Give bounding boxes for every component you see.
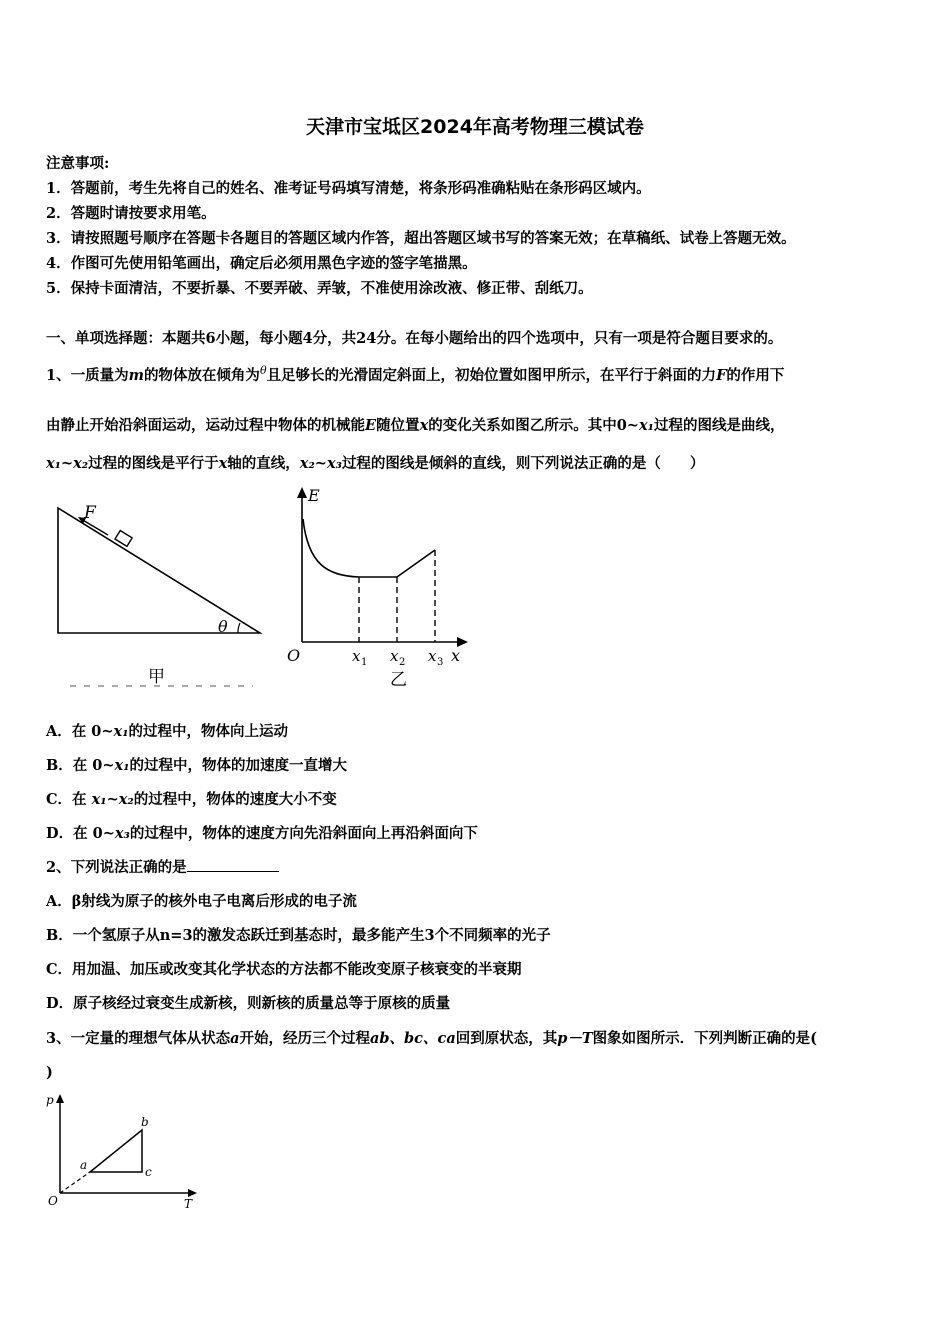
t-axis-arrow	[188, 1189, 197, 1197]
q2-option-c: C．用加温、加压或改变其化学状态的方法都不能改变原子核衰变的半衰期	[46, 961, 522, 978]
label-T: T	[184, 1197, 193, 1211]
caption-jia: 甲	[148, 667, 165, 687]
e-axis-arrow	[297, 487, 307, 498]
var-x: x	[419, 417, 429, 434]
label-x2-sub: 2	[399, 657, 406, 668]
dashed-origin-line	[60, 1172, 90, 1193]
label-b: b	[141, 1115, 149, 1129]
q1-stem-line2: 由静止开始沿斜面运动，运动过程中物体的机械能E随位置x的变化关系如图乙所示。其中0~x₁过程的图线是曲线，	[46, 417, 785, 434]
q3-stem-line1: 3、一定量的理想气体从状态a开始，经历三个过程ab、bc、ca回到原状态，其p－T图象如图所示．下列判断正确的是(	[46, 1030, 818, 1047]
q2-option-a: A．β射线为原子的核外电子电离后形成的电子流	[46, 893, 357, 910]
q1-option-c: C．在 x₁~x₂的过程中，物体的速度大小不变	[46, 791, 337, 808]
label-p: p	[46, 1093, 54, 1107]
page-title: 天津市宝坻区2024年高考物理三模试卷	[306, 116, 644, 138]
label-F: F	[84, 503, 96, 523]
notice-item-3: 3．请按照题号顺序在答题卡各题目的答题区域内作答，超出答题区域书写的答案无效；在草稿纸、试卷上答题无效。	[46, 230, 796, 247]
cycle-abc	[90, 1130, 142, 1172]
q1-option-d: D．在 0~x₃的过程中，物体的速度方向先沿斜面向上再沿斜面向下	[46, 825, 478, 842]
q3-stem-line2: )	[46, 1064, 53, 1081]
label-x2: x	[390, 647, 399, 665]
answer-blank	[187, 857, 279, 872]
label-E: E	[308, 486, 320, 505]
label-theta: θ	[218, 617, 228, 636]
notice-item-4: 4．作图可先使用铅笔画出，确定后必须用黑色字迹的签字笔描黑。	[46, 255, 477, 272]
incline-triangle	[58, 508, 260, 633]
notice-item-5: 5．保持卡面清洁，不要折暴、不要弄破、弄皱，不准使用涂改液、修正带、刮纸刀。	[46, 280, 593, 297]
energy-curve	[303, 519, 435, 577]
var-E: E	[365, 417, 377, 434]
figure-pt-graph	[40, 1090, 205, 1215]
label-x1-sub: 1	[361, 657, 368, 668]
label-x3: x	[428, 647, 437, 665]
var-m: m	[128, 367, 144, 384]
notice-heading: 注意事项:	[46, 155, 110, 172]
var-F: F	[716, 367, 727, 384]
q1-option-b: B．在 0~x₁的过程中，物体的加速度一直增大	[46, 757, 348, 774]
figure-yi-graph	[282, 484, 482, 694]
label-a: a	[80, 1158, 88, 1172]
q1-stem-line1: 1、一质量为m的物体放在倾角为$^\theta$且足够长的光滑固定斜面上，初始位置如图甲所示，在平行于斜面的力F的作用下	[46, 364, 785, 384]
figure-jia-incline	[48, 498, 278, 693]
label-O: O	[48, 1194, 58, 1208]
q1-stem-line3: x₁~x₂过程的图线是平行于x轴的直线，x₂~x₃过程的图线是倾斜的直线，则下列说法正确的是（ ）	[46, 455, 705, 472]
notice-item-1: 1．答题前，考生先将自己的姓名、准考证号码填写清楚，将条形码准确粘贴在条形码区域内。	[46, 180, 651, 197]
q1-option-a: A．在 0~x₁的过程中，物体向上运动	[46, 723, 289, 740]
angle-arc	[238, 623, 240, 633]
label-c: c	[145, 1165, 152, 1179]
var-x1: x₁	[638, 417, 654, 434]
notice-item-2: 2．答题时请按要求用笔。	[46, 205, 216, 222]
caption-yi: 乙	[390, 670, 407, 690]
q2-option-b: B．一个氢原子从n=3的激发态跃迁到基态时，最多能产生3个不同频率的光子	[46, 927, 551, 944]
q2-option-d: D．原子核经过衰变生成新核，则新核的质量总等于原核的质量	[46, 995, 451, 1012]
q2-stem: 2、下列说法正确的是	[46, 856, 279, 877]
label-x: x	[451, 646, 461, 665]
p-axis-arrow	[56, 1094, 64, 1103]
section-heading: 一、单项选择题：本题共6小题，每小题4分，共24分。在每小题给出的四个选项中，只有一项是符合题目要求的。	[46, 330, 783, 347]
var-theta: θ	[259, 364, 267, 378]
label-x3-sub: 3	[437, 657, 444, 668]
label-O: O	[287, 646, 301, 665]
label-x1: x	[352, 647, 361, 665]
